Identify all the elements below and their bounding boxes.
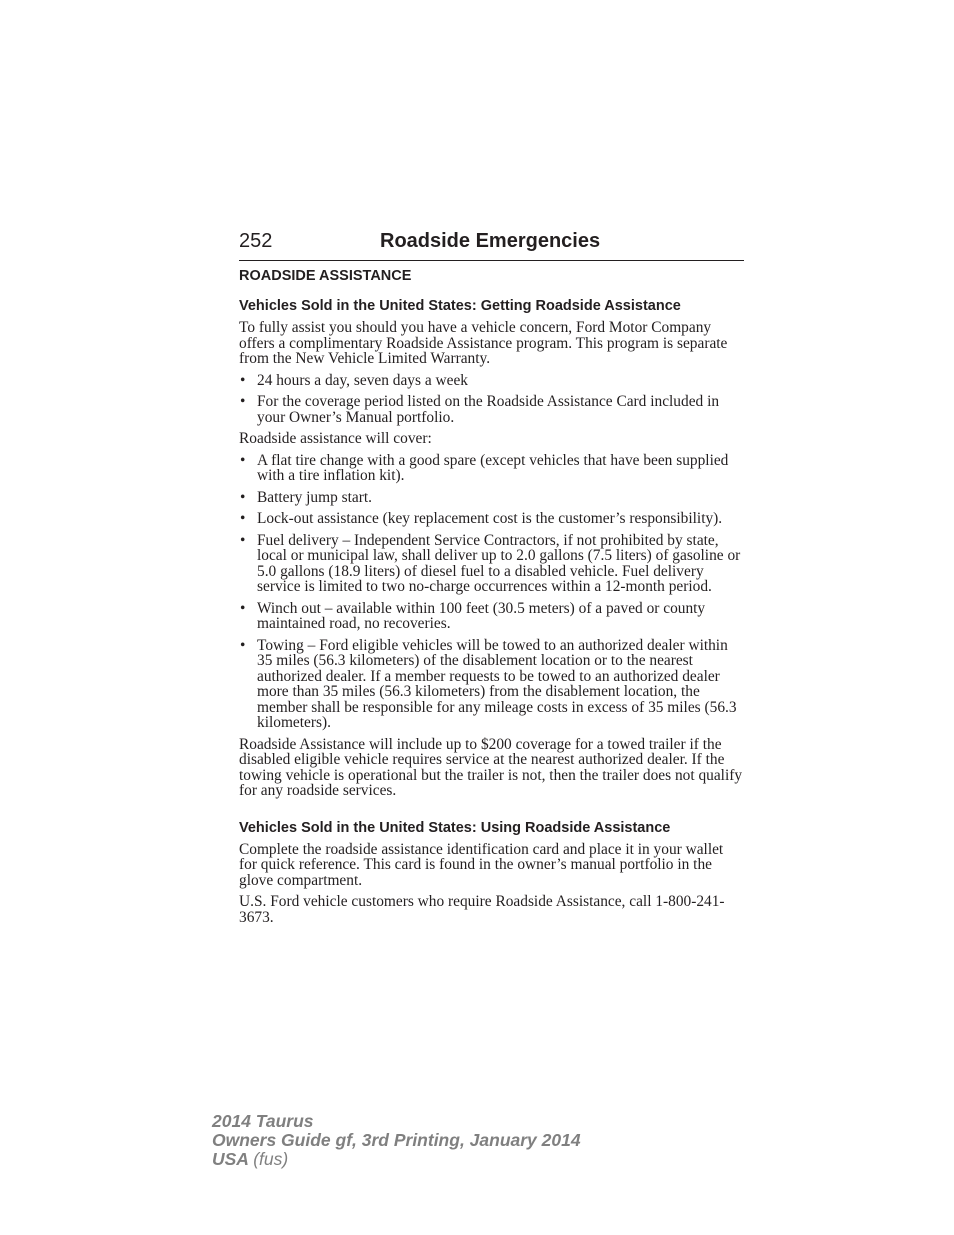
list-item: • For the coverage period listed on the Roadside Assistance Card included in your Owner’s Manual portfolio. (239, 394, 744, 425)
trailer-note: Roadside Assistance will include up to $200 coverage for a towed trailer if the disabled eligible vehicle requires service at the nearest authorized dealer. If the towing vehicle is operational but the trailer is not, then the trailer does not qualify for any roadside services. (239, 735, 743, 799)
page-header (239, 227, 744, 261)
list-item: • Lock-out assistance (key replacement cost is the customer’s responsibility). (239, 511, 744, 527)
chapter-title: Roadside Emergencies (380, 230, 601, 252)
list-item: • A flat tire change with a good spare (except vehicles that have been supplied with a tire inflation kit). (239, 453, 744, 484)
subsection-heading-using-assistance: Vehicles Sold in the United States: Using Roadside Assistance (239, 819, 671, 836)
coverage-intro: Roadside assistance will cover: (239, 430, 432, 447)
section-heading: ROADSIDE ASSISTANCE (239, 268, 412, 284)
list-item: • Battery jump start. (239, 490, 744, 506)
footer-edition: Owners Guide gf, 3rd Printing, January 2014 (212, 1130, 581, 1150)
phone-paragraph: U.S. Ford vehicle customers who require Roadside Assistance, call 1-800-241-3673. (239, 893, 725, 926)
list-item: • Winch out – available within 100 feet (30.5 meters) of a paved or county maintained road, no recoveries. (239, 601, 744, 632)
card-paragraph: Complete the roadside assistance identification card and place it in your wallet for quick reference. This card is found in the owner’s manual portfolio in the glove compartment. (239, 840, 724, 889)
footer-market (212, 1150, 581, 1169)
list-item: • Towing – Ford eligible vehicles will be towed to an authorized dealer within 35 miles (56.3 kilometers) of the disablement location or to the nearest authorized dealer. If a member requests to be towed to an authorized dealer more than 35 miles (56.3 kilometers) from the disablement location, the member shall be responsible for any mileage costs in excess of 35 miles (56.3 kilometers). (239, 638, 744, 731)
page-content (239, 268, 744, 931)
footer-model: 2014 Taurus (212, 1111, 314, 1131)
footer-market-code: (fus) (253, 1149, 289, 1169)
page-number: 252 (239, 230, 273, 252)
list-item: • Fuel delivery – Independent Service Contractors, if not prohibited by state, local or municipal law, shall deliver up to 2.0 gallons (7.5 liters) of gasoline or 5.0 gallons (18.9 liters) of diesel fuel to a disabled vehicle. Fuel delivery service is limited to two no-charge occurrences within a 12-month period. (239, 533, 744, 595)
availability-list (239, 373, 744, 426)
page-footer (212, 1112, 581, 1169)
intro-paragraph: To fully assist you should you have a vehicle concern, Ford Motor Company offers a complimentary Roadside Assistance program. This program is separate from the New Vehicle Limited Warranty. (239, 319, 728, 367)
coverage-list (239, 453, 744, 731)
footer-market-name: USA (212, 1149, 249, 1169)
subsection-heading-getting-assistance: Vehicles Sold in the United States: Getting Roadside Assistance (239, 298, 681, 314)
list-item: • 24 hours a day, seven days a week (239, 373, 744, 389)
